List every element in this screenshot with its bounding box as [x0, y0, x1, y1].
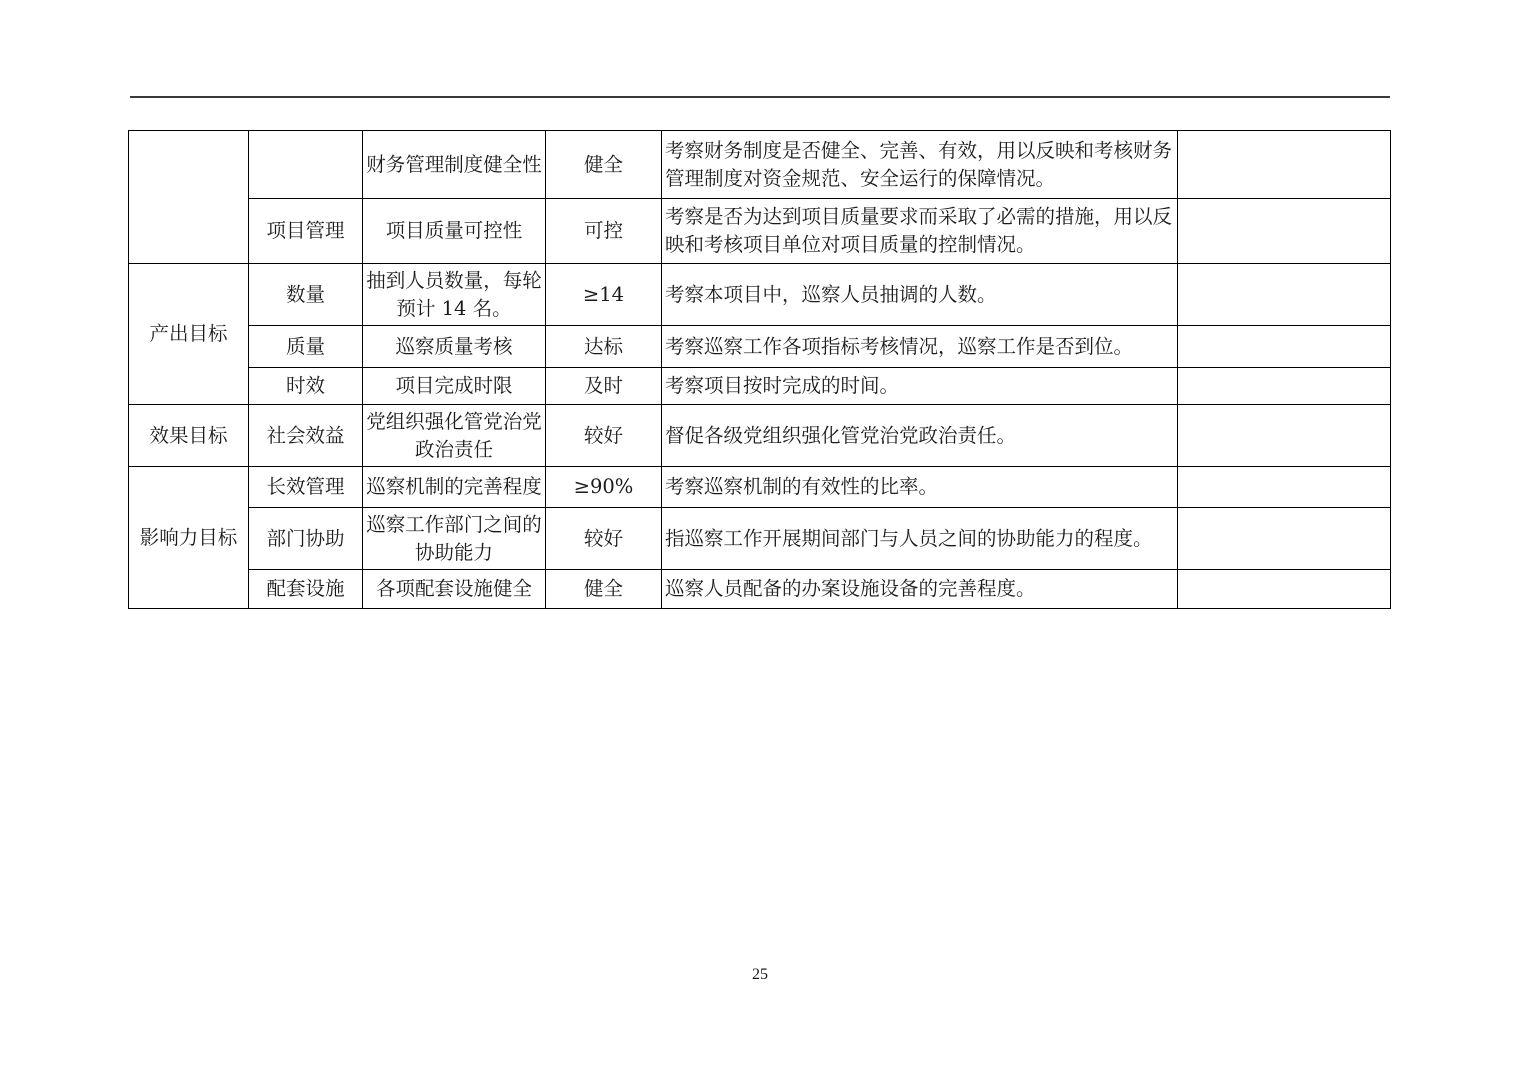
target-cell: 健全 [546, 131, 662, 199]
target-cell: 可控 [546, 199, 662, 264]
description-cell: 考察巡察工作各项指标考核情况，巡察工作是否到位。 [662, 326, 1178, 368]
remark-cell [1178, 508, 1391, 570]
indicator-cell: 项目质量可控性 [363, 199, 546, 264]
indicator-cell: 巡察工作部门之间的协助能力 [363, 508, 546, 570]
indicator-cell: 巡察机制的完善程度 [363, 467, 546, 508]
indicator-cell: 党组织强化管党治党政治责任 [363, 405, 546, 467]
target-cell: ≥14 [546, 264, 662, 326]
target-cell: ≥90% [546, 467, 662, 508]
page-number: 25 [752, 966, 768, 983]
indicator-cell: 各项配套设施健全 [363, 570, 546, 609]
performance-indicator-table [128, 130, 1391, 609]
description-cell: 考察巡察机制的有效性的比率。 [662, 467, 1178, 508]
subcategory-cell [249, 131, 363, 199]
description-cell: 考察财务制度是否健全、完善、有效，用以反映和考核财务管理制度对资金规范、安全运行的保障情况。 [662, 131, 1178, 199]
table-row [129, 467, 1391, 508]
description-cell: 考察项目按时完成的时间。 [662, 368, 1178, 405]
remark-cell [1178, 368, 1391, 405]
indicator-cell: 财务管理制度健全性 [363, 131, 546, 199]
indicator-cell: 巡察质量考核 [363, 326, 546, 368]
table-row [129, 199, 1391, 264]
subcategory-cell: 时效 [249, 368, 363, 405]
table-row [129, 508, 1391, 570]
description-cell: 督促各级党组织强化管党治党政治责任。 [662, 405, 1178, 467]
table-row [129, 368, 1391, 405]
indicator-cell: 项目完成时限 [363, 368, 546, 405]
table-row [129, 264, 1391, 326]
remark-cell [1178, 131, 1391, 199]
header-rule [130, 96, 1390, 98]
subcategory-cell: 长效管理 [249, 467, 363, 508]
description-cell: 指巡察工作开展期间部门与人员之间的协助能力的程度。 [662, 508, 1178, 570]
table-row [129, 326, 1391, 368]
category-cell [129, 131, 249, 264]
subcategory-cell: 社会效益 [249, 405, 363, 467]
target-cell: 达标 [546, 326, 662, 368]
target-cell: 较好 [546, 405, 662, 467]
remark-cell [1178, 405, 1391, 467]
description-cell: 考察是否为达到项目质量要求而采取了必需的措施，用以反映和考核项目单位对项目质量的控制情况。 [662, 199, 1178, 264]
remark-cell [1178, 467, 1391, 508]
target-cell: 较好 [546, 508, 662, 570]
description-cell: 考察本项目中，巡察人员抽调的人数。 [662, 264, 1178, 326]
remark-cell [1178, 199, 1391, 264]
subcategory-cell: 数量 [249, 264, 363, 326]
category-cell: 效果目标 [129, 405, 249, 467]
target-cell: 及时 [546, 368, 662, 405]
table-row [129, 131, 1391, 199]
description-cell: 巡察人员配备的办案设施设备的完善程度。 [662, 570, 1178, 609]
table-row [129, 570, 1391, 609]
subcategory-cell: 部门协助 [249, 508, 363, 570]
remark-cell [1178, 570, 1391, 609]
target-cell: 健全 [546, 570, 662, 609]
category-cell: 产出目标 [129, 264, 249, 405]
category-cell: 影响力目标 [129, 467, 249, 609]
subcategory-cell: 配套设施 [249, 570, 363, 609]
remark-cell [1178, 326, 1391, 368]
table-row [129, 405, 1391, 467]
subcategory-cell: 质量 [249, 326, 363, 368]
remark-cell [1178, 264, 1391, 326]
indicator-cell: 抽到人员数量，每轮预计 14 名。 [363, 264, 546, 326]
subcategory-cell: 项目管理 [249, 199, 363, 264]
